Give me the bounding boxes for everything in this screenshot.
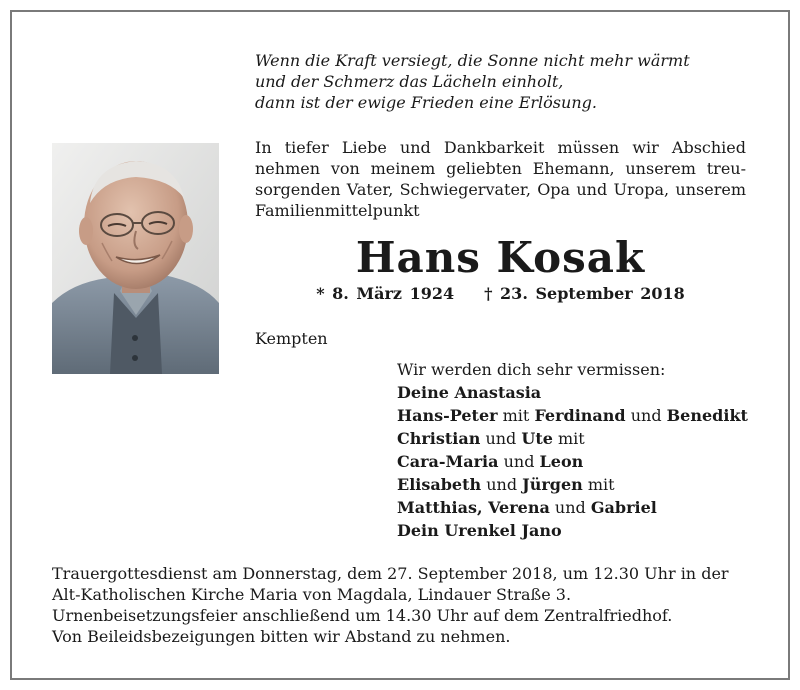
intro-line: nehmen von meinem geliebten Ehemann, unserem treu- bbox=[255, 159, 746, 178]
intro-line: Familienmittelpunkt bbox=[255, 201, 420, 220]
poem-line: dann ist der ewige Frieden eine Erlösung. bbox=[255, 93, 597, 112]
birth-date: * 8. März 1924 bbox=[316, 284, 455, 303]
mourner-line: Dein Urenkel Jano bbox=[397, 521, 562, 540]
life-dates bbox=[255, 283, 746, 305]
poem-line: Wenn die Kraft versiegt, die Sonne nicht mehr wärmt bbox=[255, 51, 690, 70]
mourners-list bbox=[397, 358, 748, 542]
mourner-line: Cara-Maria und Leon bbox=[397, 452, 584, 471]
deceased-name: Hans Kosak bbox=[355, 233, 646, 282]
intro-line: In tiefer Liebe und Dankbarkeit müssen wir Abschied bbox=[255, 138, 746, 157]
mourner-line: Matthias, Verena und Gabriel bbox=[397, 498, 657, 517]
memorial-poem bbox=[255, 50, 690, 113]
service-line: Urnenbeisetzungsfeier anschließend um 14.30 Uhr auf dem Zentralfriedhof. bbox=[52, 606, 673, 625]
mourner-line: Hans-Peter mit Ferdinand und Benedikt bbox=[397, 406, 748, 425]
service-line: Trauergottesdienst am Donnerstag, dem 27. September 2018, um 12.30 Uhr in der bbox=[52, 564, 729, 583]
intro-line: sorgenden Vater, Schwiegervater, Opa und Uropa, unserem bbox=[255, 180, 746, 199]
mourners-intro: Wir werden dich sehr vermissen: bbox=[397, 360, 666, 379]
portrait-photo bbox=[52, 143, 219, 374]
mourner-line: Elisabeth und Jürgen mit bbox=[397, 475, 615, 494]
service-information bbox=[52, 563, 752, 647]
place-of-residence: Kempten bbox=[255, 329, 328, 348]
mourner-line: Christian und Ute mit bbox=[397, 429, 585, 448]
death-date: † 23. September 2018 bbox=[484, 284, 685, 303]
intro-text bbox=[255, 137, 746, 221]
mourner-line: Deine Anastasia bbox=[397, 383, 542, 402]
service-line: Von Beileidsbezeigungen bitten wir Abstand zu nehmen. bbox=[52, 627, 511, 646]
service-line: Alt-Katholischen Kirche Maria von Magdala, Lindauer Straße 3. bbox=[52, 585, 572, 604]
poem-line: und der Schmerz das Lächeln einholt, bbox=[255, 72, 564, 91]
